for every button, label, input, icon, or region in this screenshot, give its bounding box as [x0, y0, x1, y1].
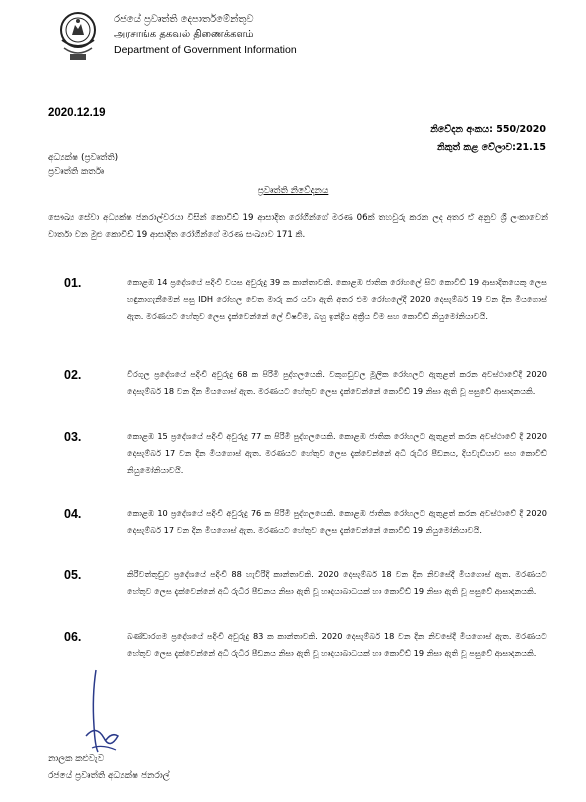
item-text: බණ්ඩාරගම ප්‍රදේශයේ පදිංචි අවුරුදු 83 ක කාන්තාවකි. 2020 දෙසැම්බර් 18 වන දින නිවසේදී මියගොස් ඇත. මරණයට හේතුව ලෙස දැක්වෙන්නේ අධි රුධිර පීඩනය නිසා ඇති වූ හෘදයාබාධයක් හා කොවිඩ් 19 නිසා ඇති වූ පසුවේ ආසාදනයකි. — [127, 631, 547, 658]
item-text: වීරගුල ප්‍රදේශයේ පදිංචි අවුරුදු 68 ක පිරිමි පුද්ගලයෙකි. වකුගඩුවල මූලික රෝහලට ඇතුළත් කරන අවස්ථාවේදී 2020 දෙසැම්බර් 18 වන දින මියගොස් ඇත. මරණයට හේතුව ලෙස දැක්වෙන්නේ කොවිඩ් 19 නිසා ඇති වූ පසුවේ ආසාදනයකි. — [127, 369, 547, 396]
item-text: කොළඹ 14 ප්‍රදේශයේ පදිංචි වයස අවුරුදු 39 ක කාන්තාවකි. කොළඹ ජාතික රෝහලේ සිට කොවිඩ් 19 ආසාදිතයෙකු ලෙස හඳුනාගැනීමෙන් පසු IDH රෝහල වෙත මාරු කර යවා ඇති අතර එම රෝහලේදී 2020 දෙසැම්බර් 19 වන දින මියගොස් ඇත. මරණයට හේතුව ලෙස දැක්වෙන්නේ ලේ විෂවීම, බහු ඉන්ද්‍රිය අක්‍රීය වීම සහ කොවිඩ් නියුමෝනියාවයි. — [127, 277, 547, 321]
item-number: 05. — [64, 568, 82, 582]
item-text: කොළඹ 10 ප්‍රදේශයේ පදිංචි අවුරුදු 76 ක පිරිමි පුද්ගලයෙකි. කොළඹ ජාතික රෝහලට ඇතුළත් කරන අවස්ථාවේ දී 2020 දෙසැම්බර් 17 වන දින මියගොස් ඇත. මරණයට හේතුව ලෙස දැක්වෙන්නේ කොවිඩ් 19 නියුමෝනියාවයි. — [127, 508, 547, 535]
sri-lanka-emblem-icon — [58, 8, 98, 64]
signature-icon — [82, 666, 122, 766]
header-sinhala: රජයේ ප්‍රවෘත්ති දෙපාර්තමේන්තුව — [114, 14, 254, 25]
document-title: ප්‍රවෘත්ති නිවේදනය — [257, 186, 329, 196]
reference-number: නිවේදන අංකය: 550/2020 — [430, 124, 546, 135]
item-number: 03. — [64, 430, 82, 444]
signatory-designation: රජයේ ප්‍රවෘත්ති අධ්‍යක්ෂ ජනරාල් — [48, 771, 170, 781]
header-english: Department of Government Information — [114, 44, 297, 56]
addressee-news-editor: ප්‍රවෘත්ති කර්තෘ — [48, 167, 105, 177]
header-tamil: அரசாங்க தகவல் திணைக்களம் — [114, 29, 254, 40]
release-time: නිකුත් කළ වේලාව:21.15 — [436, 142, 546, 153]
addressee-director-news: අධ්‍යක්ෂ (ප්‍රවෘත්ති) — [48, 153, 119, 163]
signatory-name: නාලක කළුවැව — [48, 754, 105, 764]
item-text: කිරිවත්තුඩුව ප්‍රදේශයේ පදිංචි 88 හැවිරිදි කාන්තාවකි. 2020 දෙසැම්බර් 18 වන දින නිවසේදී මියගොස් ඇත. මරණයට හේතුව ලෙස දැක්වෙන්නේ අධි රුධිර පීඩනය නිසා ඇති වූ හෘදයාබාධයක් හා කොවිඩ් 19 නිසා ඇති වූ පසුවේ ආසාදනයකි. — [127, 569, 547, 596]
intro-paragraph: සෞඛ්‍ය සේවා අධ්‍යක්ෂ ජනරාල්වරයා විසින් කොවිඩ් 19 ආසාදිත රෝගීන්ගේ මරණ 06ක් තහවුරු කරන ලද අතර ඒ අනුව ශ්‍රී ලංකාවෙන් වාර්තා වන මුළු කොවිඩ් 19 ආසාදිත රෝගීන්ගේ මරණ සංඛ්‍යාව 171 කි. — [48, 213, 548, 240]
item-number: 02. — [64, 368, 82, 382]
release-date: 2020.12.19 — [48, 107, 106, 119]
item-number: 01. — [64, 276, 82, 290]
item-text: කොළඹ 15 ප්‍රදේශයේ පදිංචි අවුරුදු 77 ක පිරිමි පුද්ගලයෙකි. කොළඹ ජාතික රෝහලට ඇතුළත් කරන අවස්ථාවේ දී 2020 දෙසැම්බර් 17 වන දින මියගොස් ඇත. මරණයට හේතුව ලෙස දැක්වෙන්නේ අධි රුධිර පීඩනය, දියවැඩියාව සහ කොවිඩ් නියුමෝනියාවයි. — [127, 431, 547, 475]
item-number: 06. — [64, 630, 82, 644]
item-number: 04. — [64, 507, 82, 521]
